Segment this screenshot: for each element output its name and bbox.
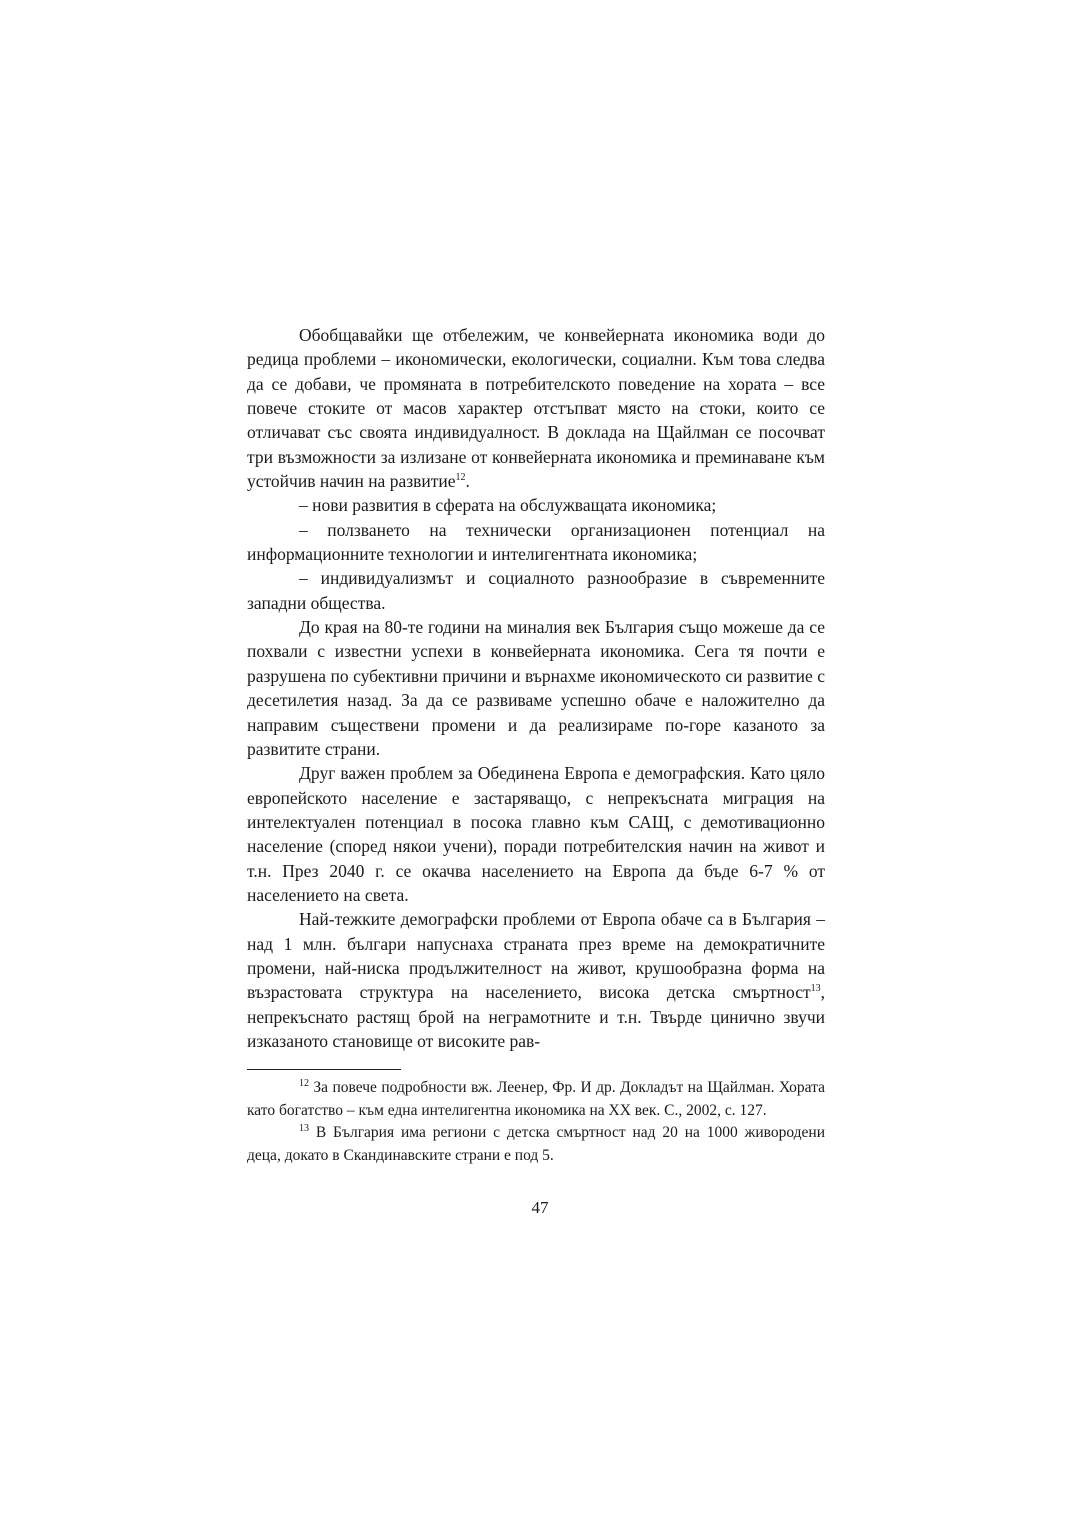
- footnote-number: 12: [299, 1077, 309, 1089]
- footnote-ref: 12: [455, 472, 466, 484]
- page-number: 47: [531, 1198, 549, 1217]
- list-item: – нови развития в сферата на обслужващата икономика;: [299, 495, 717, 516]
- footnote-separator: [247, 1069, 401, 1070]
- paragraph-text-tail: .: [465, 471, 470, 492]
- paragraph-bulgaria-demography: [247, 907, 825, 1053]
- paragraph-text: Най-тежките демографски проблеми от Европа обаче са в България – над 1 млн. българи напуснаха страната през време на демократичните промени, най-ниска продължителност на живот, крушообразна форма на възрастовата структура на населението, висока детска смъртност: [247, 909, 825, 1003]
- list-item: – ползването на технически организационен потенциал на информационните технологии и интелигентната икономика;: [247, 519, 825, 565]
- paragraph-demography: Друг важен проблем за Обединена Европа е демографския. Като цяло европейското население е застаряващо, с непрекъсната миграция на интелектуален потенциал в посока главно към САЩ, с демотивационно население (според някои учени), поради потребителския начин на живот и т.н. През 2040 г. се окачва населението на Европа да бъде 6-7 % от населението на света.: [247, 763, 825, 905]
- footnotes: [247, 1077, 825, 1167]
- footnote-text: В България има региони с детска смъртност над 20 на 1000 живородени деца, докато в Скандинавските страни е под 5.: [247, 1124, 826, 1164]
- paragraph-bulgaria-economy: До края на 80-те години на миналия век България също можеше да се похвали с известни успехи в конвейерната икономика. Сега тя почти е разрушена по субективни причини и върнахме икономическото си развитие с десетилетия назад. За да се развиваме успешно обаче е наложително да направим съществени промени и да реализираме по-горе казаното за развитите страни.: [247, 617, 825, 759]
- footnote-text: За повече подробности вж. Леенер, Фр. И др. Докладът на Щайлман. Хората като богатство – към една интелигентна икономика на XX век. С., 2002, с. 127.: [247, 1079, 825, 1119]
- paragraph-text-tail: , непрекъснато растящ брой на неграмотните и т.н. Твърде цинично звучи изказаното становище от високите рав-: [247, 982, 825, 1051]
- paragraph-text: Обобщавайки ще отбележим, че конвейерната икономика води до редица проблеми – икономически, екологически, социални. Към това следва да се добави, че промяната в потребителското поведение на хората – все повече стоките от масов характер отстъпват място на стоки, които се отличават със своята индивидуалност. В доклада на Щайлман се посочват три възможности за излизане от конвейерната икономика и преминаване към устойчив начин на развитие: [247, 325, 825, 492]
- footnote-number: 13: [299, 1122, 309, 1134]
- main-text: [247, 323, 825, 1053]
- footnote: [247, 1122, 825, 1167]
- list-item: – индивидуализмът и социалното разнообразие в съвременните западни общества.: [247, 568, 825, 613]
- footnote: [247, 1077, 825, 1122]
- paragraph-summary: [247, 323, 825, 493]
- footnote-ref: 13: [810, 983, 821, 995]
